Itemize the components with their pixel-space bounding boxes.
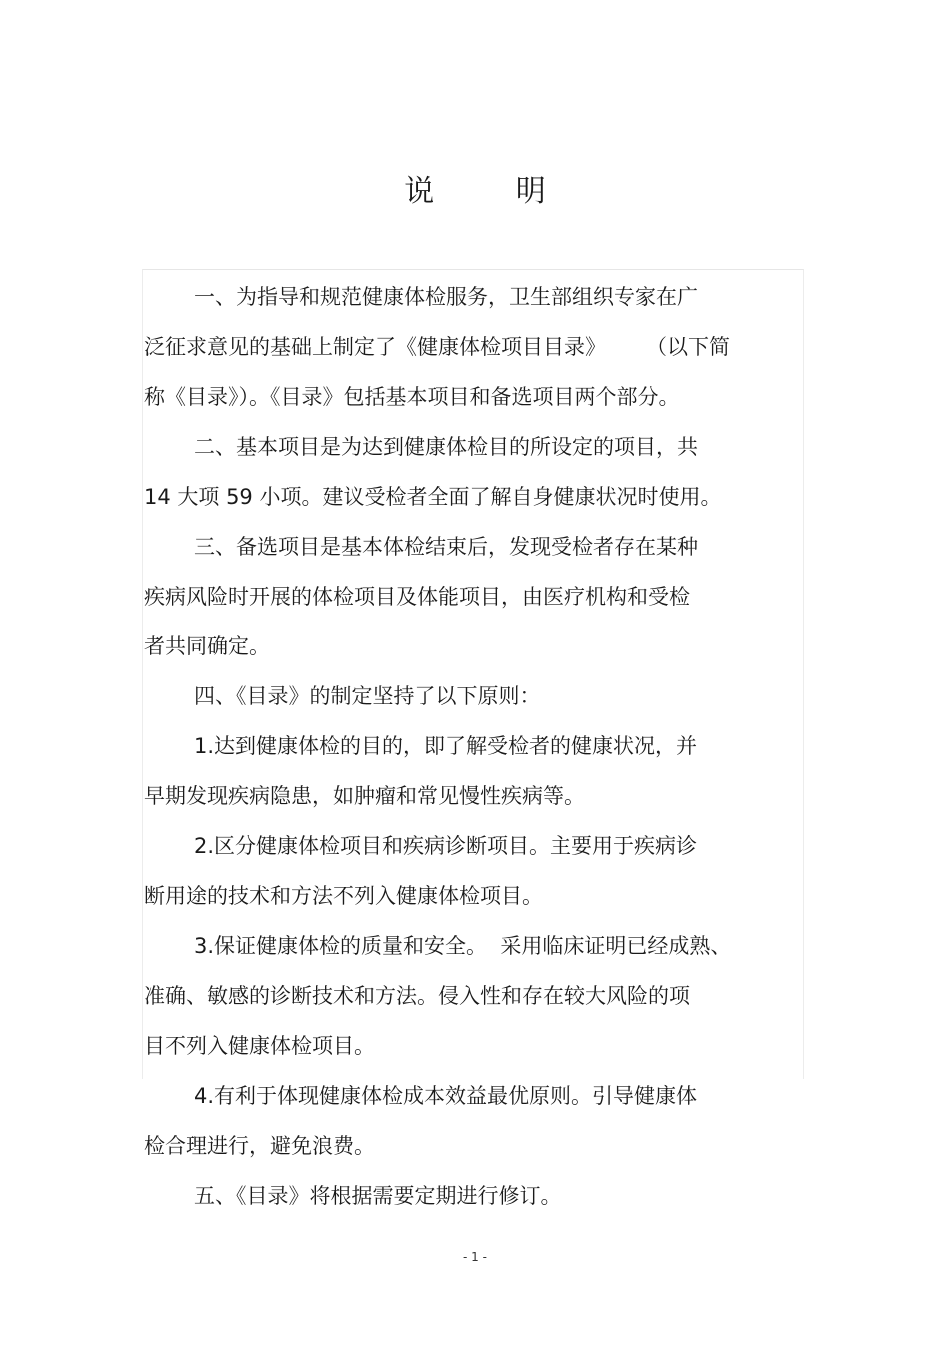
- paragraph-line: 3.保证健康体检的质量和安全。 采用临床证明已经成熟、: [194, 934, 732, 958]
- paragraph-line: 者共同确定。: [144, 634, 270, 658]
- paragraph-line: 二、基本项目是为达到健康体检目的所设定的项目，共: [194, 435, 698, 459]
- page-number: - 1 -: [463, 1250, 487, 1264]
- paragraph-line: 14 大项 59 小项。建议受检者全面了解自身健康状况时使用。: [144, 485, 722, 509]
- page-title: 说 明: [404, 174, 582, 209]
- paragraph-line: 一、为指导和规范健康体检服务，卫生部组织专家在广: [194, 285, 698, 309]
- paragraph-line: 五、《目录》将根据需要定期进行修订。: [194, 1184, 562, 1208]
- paragraph-line: 四、《目录》的制定坚持了以下原则：: [194, 684, 541, 708]
- paragraph-line: 准确、敏感的诊断技术和方法。侵入性和存在较大风险的项: [144, 984, 690, 1008]
- paragraph-line: 检合理进行，避免浪费。: [144, 1134, 375, 1158]
- paragraph-line: 早期发现疾病隐患，如肿瘤和常见慢性疾病等。: [144, 784, 585, 808]
- paragraph-line: 称《目录》）。《目录》包括基本项目和备选项目两个部分。: [144, 385, 680, 409]
- paragraph-line: 目不列入健康体检项目。: [144, 1034, 375, 1058]
- paragraph-line: 疾病风险时开展的体检项目及体能项目，由医疗机构和受检: [144, 585, 690, 609]
- paragraph-line: 1.达到健康体检的目的，即了解受检者的健康状况，并: [194, 734, 698, 758]
- paragraph-line: 2.区分健康体检项目和疾病诊断项目。主要用于疾病诊: [194, 834, 698, 858]
- paragraph-line: 泛征求意见的基础上制定了《健康体检项目目录》 （以下简: [144, 335, 731, 359]
- paragraph-line: 三、备选项目是基本体检结束后，发现受检者存在某种: [194, 535, 698, 559]
- paragraph-line: 断用途的技术和方法不列入健康体检项目。: [144, 884, 543, 908]
- paragraph-line: 4.有利于体现健康体检成本效益最优原则。引导健康体: [194, 1084, 698, 1108]
